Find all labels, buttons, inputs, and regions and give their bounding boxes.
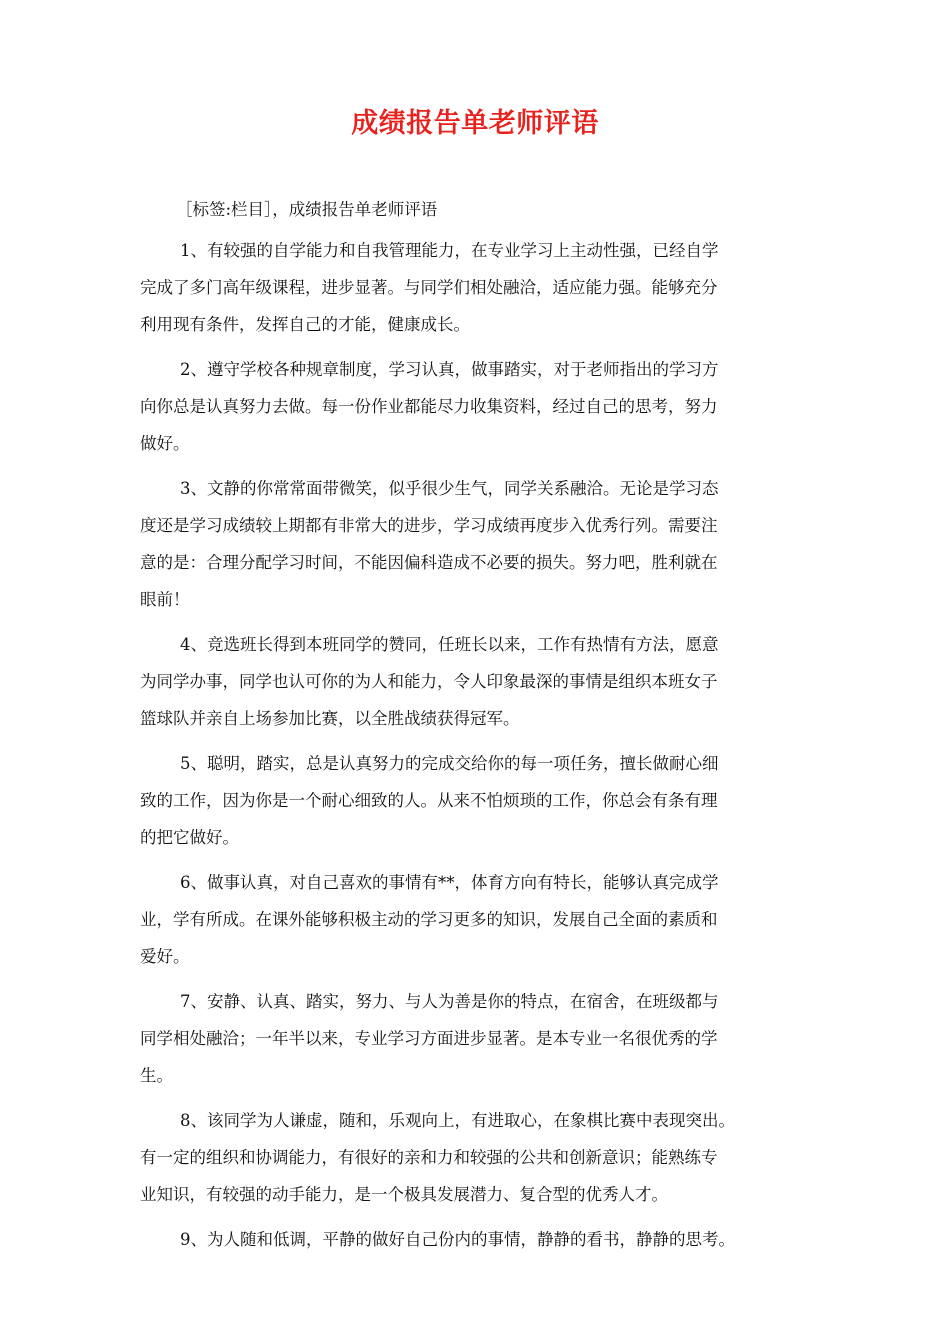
paragraph-line: 业，学有所成。在课外能够积极主动的学习更多的知识，发展自己全面的素质和 <box>140 910 718 929</box>
paragraph-line: 1、有较强的自学能力和自我管理能力，在专业学习上主动性强，已经自学 <box>180 241 719 260</box>
paragraph-line: 7、安静、认真、踏实，努力、与人为善是你的特点，在宿舍，在班级都与 <box>180 992 719 1011</box>
paragraph-line: 6、做事认真，对自己喜欢的事情有**，体育方向有特长，能够认真完成学 <box>180 873 719 892</box>
paragraph-line: 9、为人随和低调，平静的做好自己份内的事情，静静的看书，静静的思考。 <box>180 1230 735 1249</box>
paragraph-line: 4、竞选班长得到本班同学的赞同，任班长以来，工作有热情有方法，愿意 <box>180 635 719 654</box>
paragraph-line: 同学相处融洽；一年半以来，专业学习方面进步显著。是本专业一名很优秀的学 <box>140 1029 718 1048</box>
document-title: 成绩报告单老师评语 <box>351 108 599 139</box>
comment-paragraph-5 <box>140 745 820 856</box>
paragraph-line: 生。 <box>140 1066 173 1085</box>
comment-paragraph-2 <box>140 351 820 462</box>
paragraph-line: 爱好。 <box>140 947 190 966</box>
paragraph-line: 有一定的组织和协调能力，有很好的亲和力和较强的公共和创新意识；能熟练专 <box>140 1148 718 1167</box>
paragraph-line: 度还是学习成绩较上期都有非常大的进步，学习成绩再度步入优秀行列。需要注 <box>140 516 718 535</box>
comment-paragraph-8 <box>140 1102 820 1213</box>
paragraph-line: 为同学办事，同学也认可你的为人和能力，令人印象最深的事情是组织本班女子 <box>140 672 718 691</box>
document-body <box>140 196 820 1258</box>
comment-paragraph-1 <box>140 232 820 343</box>
paragraph-line: 8、该同学为人谦虚，随和，乐观向上，有进取心，在象棋比赛中表现突出。 <box>180 1111 735 1130</box>
paragraph-line: 做好。 <box>140 434 190 453</box>
paragraph-line: 利用现有条件，发挥自己的才能，健康成长。 <box>140 315 470 334</box>
paragraph-line: 致的工作，因为你是一个耐心细致的人。从来不怕烦琐的工作，你总会有条有理 <box>140 791 718 810</box>
comment-paragraph-3 <box>140 470 820 618</box>
tag-line: ［标签:栏目］，成绩报告单老师评语 <box>176 200 438 219</box>
paragraph-line: 向你总是认真努力去做。每一份作业都能尽力收集资料，经过自己的思考，努力 <box>140 397 718 416</box>
paragraph-line: 业知识，有较强的动手能力，是一个极具发展潜力、复合型的优秀人才。 <box>140 1185 668 1204</box>
comment-paragraph-9 <box>140 1221 820 1258</box>
paragraph-line: 完成了多门高年级课程，进步显著。与同学们相处融洽，适应能力强。能够充分 <box>140 278 718 297</box>
comment-paragraph-6 <box>140 864 820 975</box>
comment-paragraph-7 <box>140 983 820 1094</box>
comment-paragraph-4 <box>140 626 820 737</box>
paragraph-line: 的把它做好。 <box>140 828 239 847</box>
paragraph-line: 5、聪明，踏实，总是认真努力的完成交给你的每一项任务，擅长做耐心细 <box>180 754 719 773</box>
paragraph-line: 眼前！ <box>140 590 190 609</box>
paragraph-line: 篮球队并亲自上场参加比赛，以全胜战绩获得冠军。 <box>140 709 520 728</box>
paragraph-line: 意的是：合理分配学习时间，不能因偏科造成不必要的损失。努力吧，胜利就在 <box>140 553 718 572</box>
paragraph-line: 3、文静的你常常面带微笑，似乎很少生气，同学关系融洽。无论是学习态 <box>180 479 719 498</box>
paragraph-line: 2、遵守学校各种规章制度，学习认真，做事踏实，对于老师指出的学习方 <box>180 360 719 379</box>
